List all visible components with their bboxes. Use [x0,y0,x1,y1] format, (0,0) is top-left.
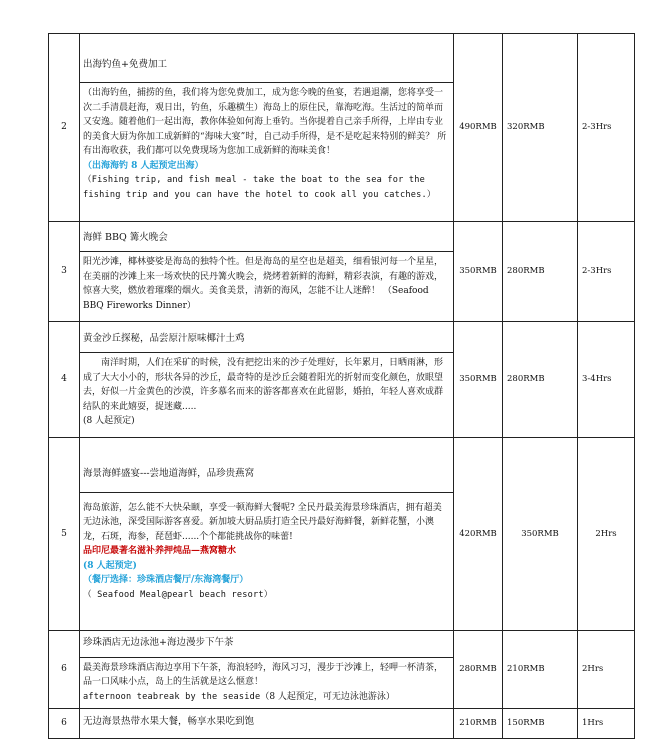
activity-title: 出海钓鱼+免费加工 [80,50,453,83]
table-row [49,709,635,739]
activity-title: 海景海鲜盛宴---尝地道海鲜，品珍贵燕窝 [80,463,453,493]
activity-description [80,658,453,708]
description-text: 阳光沙滩，椰林婆娑是海岛的独特个性。但是海岛的星空也是超美，细看银河每一个星星，在美丽的沙滩上来一场欢快的民丹篝火晚会，烧烤着新鲜的海鲜，精彩表演，有趣的游戏，惊喜大奖，燃放着璀璨的烟火。美食美景，清新的海风，怎能不让人迷醉！ （Seafood BBQ Fireworks Dinner） [83,257,444,311]
duration: 1Hrs [578,709,635,739]
duration: 2-3Hrs [578,34,635,222]
duration: 2-3Hrs [578,222,635,322]
row-number: 5 [49,438,80,631]
price-adult: 210RMB [454,709,503,739]
activity-cell [80,631,454,709]
english-description: （Fishing trip, and fish meal - take the boat to the sea for the fishing trip and you can have the hotel to cook all you catches.） [83,175,436,200]
price-adult: 280RMB [454,631,503,709]
duration: 2Hrs [578,631,635,709]
price-adult: 420RMB [454,438,503,631]
booking-note: （出海海钓 8 人起预定出海） [83,160,204,171]
price-adult: 350RMB [454,322,503,438]
highlight-note: 品印尼最著名滋补养押炖品—燕窝糖水 [83,546,237,556]
activity-title: 海鲜 BBQ 篝火晚会 [80,227,453,253]
duration: 2Hrs [578,438,635,631]
tour-options-table [48,33,635,739]
english-description: afternoon teabreak by the seaside [83,691,261,702]
price-child: 350RMB [503,438,578,631]
row-number: 6 [49,709,80,739]
activity-title: 黄金沙丘探秘，品尝原汁原味椰汁土鸡 [80,328,453,354]
activity-title: 珍珠酒店无边泳池+海边漫步下午茶 [80,632,453,658]
table-row [49,631,635,709]
row-number: 4 [49,322,80,438]
description-text: 最美海景珍珠酒店海边享用下午茶，海浪轻吟，海风习习，漫步于沙滩上，轻呷一杯清茶，品一口风味小点，岛上的生活就是这么惬意！ [83,662,444,687]
description-text: （出海钓鱼，捕捞的鱼，我们将为您免费加工，成为您今晚的鱼宴，若遇退潮，您将享受一次二手清晨赶海，观日出，钓鱼，乐趣横生）海岛上的原住民，靠海吃海。生活过的简单而又安逸。随着他们一起出海，教你体验如何海上垂钓。当你提着自己亲手所得，上岸由专业的美食大厨为你加工成新鲜的“海味大宴”时，自己动手所得，是不是吃起来特别的鲜美？ 所有出海收获，我们都可以免费现场为您加工成新鲜的海味美食！ [83,88,447,156]
booking-note: (8 人起预定) [83,416,135,426]
booking-note: (8 人起预定) [83,560,137,571]
activity-title: 无边海景热带水果大餐，畅享水果吃到饱 [83,716,255,728]
price-child: 320RMB [503,34,578,222]
price-adult: 490RMB [454,34,503,222]
activity-description [80,252,453,316]
table-row [49,322,635,438]
price-child: 150RMB [503,709,578,739]
price-child: 280RMB [503,322,578,438]
row-number: 3 [49,222,80,322]
booking-note: （8 人起预定，可无边泳池游泳） [260,691,395,702]
table-row [49,438,635,631]
activity-cell [80,222,454,322]
price-child: 280RMB [503,222,578,322]
duration: 3-4Hrs [578,322,635,438]
activity-cell [80,34,454,222]
table-row [49,222,635,322]
table-row [49,34,635,222]
description-text: 海岛旅游，怎么能不大快朵颐，享受一顿海鲜大餐呢? 全民丹最美海景珍珠酒店，拥有超美无边泳池，深受国际游客喜爱。新加坡大厨品质打造全民丹最好海鲜餐，新鲜花蟹，小澳龙，石斑，海参，琵琶虾......个个都能挑战你的味蕾! [83,502,442,542]
english-description: （ Seafood Meal@pearl beach resort） [83,589,273,600]
restaurant-choice: （餐厅选择：珍珠酒店餐厅/东海湾餐厅） [83,575,249,585]
activity-cell [80,438,454,631]
activity-description [80,353,453,432]
price-adult: 350RMB [454,222,503,322]
activity-cell [80,322,454,438]
activity-cell [80,709,454,739]
row-number: 2 [49,34,80,222]
price-child: 210RMB [503,631,578,709]
activity-description [80,493,453,606]
description-text: 南洋时期，人们在采矿的时候，没有把挖出来的沙子处理好，长年累月，日晒雨淋，形成了大大小小的，形状各异的沙丘，最奇特的是沙丘会随着阳光的折射而变化颜色，放眼望去，好似一片金黄色的沙漠，许多慕名而来的游客都喜欢在此留影，婚拍，年轻人喜欢成群结队的来此嬉耍，捉迷藏..... [83,358,444,412]
activity-description [80,83,453,205]
row-number: 6 [49,631,80,709]
